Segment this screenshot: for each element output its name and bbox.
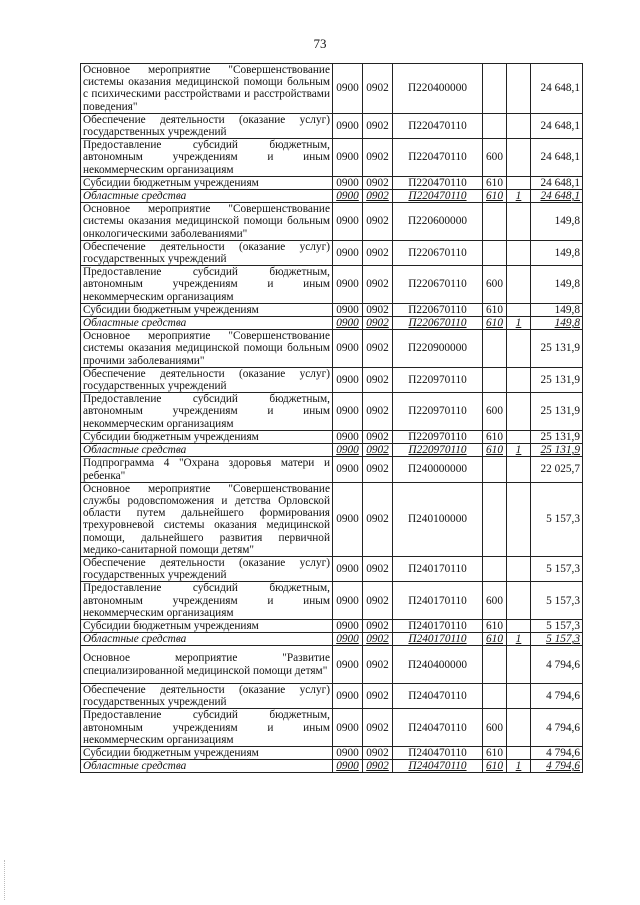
table-row <box>81 367 583 392</box>
row-name: Областные средства <box>81 190 333 203</box>
row-name: Субсидии бюджетным учреждениям <box>81 746 333 759</box>
table-row <box>81 556 583 581</box>
row-target-article: П220470110 <box>393 113 483 138</box>
row-amount: 25 131,9 <box>531 367 583 392</box>
row-target-article: П240170110 <box>393 619 483 632</box>
row-funding-source <box>507 266 531 304</box>
row-name: Предоставление субсидий бюджетным, автономным учреждениям и иным некоммерческим организациям <box>81 582 333 620</box>
row-section-code: 0900 <box>333 709 363 747</box>
row-name: Основное мероприятие "Совершенствование системы оказания медицинской помощи больным прочими заболеваниями" <box>81 330 333 368</box>
row-target-article: П220470110 <box>393 176 483 189</box>
row-expense-type: 610 <box>483 619 507 632</box>
row-amount: 25 131,9 <box>531 393 583 431</box>
row-name: Основное мероприятие "Совершенствование службы родовспоможения и детства Орловской области путем дальнейшего формирования трехуровневой системы оказания медицинской помощи, дальнейшего развития первичной медико-санитарной помощи детям" <box>81 482 333 556</box>
row-expense-type: 600 <box>483 709 507 747</box>
row-name: Областные средства <box>81 444 333 457</box>
table-body <box>81 64 583 773</box>
row-subsection-code: 0902 <box>363 646 393 684</box>
row-expense-type <box>483 367 507 392</box>
row-funding-source <box>507 619 531 632</box>
row-target-article: П220670110 <box>393 317 483 330</box>
row-section-code: 0900 <box>333 203 363 241</box>
row-section-code: 0900 <box>333 330 363 368</box>
row-target-article: П220670110 <box>393 266 483 304</box>
row-target-article: П220970110 <box>393 444 483 457</box>
row-funding-source <box>507 482 531 556</box>
row-subsection-code: 0902 <box>363 139 393 177</box>
row-target-article: П220470110 <box>393 190 483 203</box>
row-expense-type <box>483 330 507 368</box>
table-row <box>81 683 583 708</box>
row-funding-source <box>507 683 531 708</box>
row-amount: 149,8 <box>531 240 583 265</box>
row-expense-type: 610 <box>483 746 507 759</box>
row-target-article: П240470110 <box>393 760 483 773</box>
row-target-article: П220670110 <box>393 303 483 316</box>
row-subsection-code: 0902 <box>363 746 393 759</box>
row-funding-source: 1 <box>507 317 531 330</box>
row-section-code: 0900 <box>333 482 363 556</box>
row-name: Предоставление субсидий бюджетным, автономным учреждениям и иным некоммерческим организациям <box>81 709 333 747</box>
table-row <box>81 303 583 316</box>
table-row <box>81 330 583 368</box>
row-funding-source <box>507 240 531 265</box>
table-row <box>81 393 583 431</box>
row-amount: 25 131,9 <box>531 430 583 443</box>
row-funding-source <box>507 582 531 620</box>
row-name: Предоставление субсидий бюджетным, автономным учреждениям и иным некоммерческим организациям <box>81 139 333 177</box>
table-row <box>81 266 583 304</box>
row-amount: 5 157,3 <box>531 619 583 632</box>
row-section-code: 0900 <box>333 393 363 431</box>
row-section-code: 0900 <box>333 64 363 114</box>
row-name: Обеспечение деятельности (оказание услуг) государственных учреждений <box>81 240 333 265</box>
row-target-article: П220600000 <box>393 203 483 241</box>
row-funding-source <box>507 64 531 114</box>
row-section-code: 0900 <box>333 430 363 443</box>
row-funding-source: 1 <box>507 190 531 203</box>
row-section-code: 0900 <box>333 303 363 316</box>
row-amount: 5 157,3 <box>531 582 583 620</box>
row-section-code: 0900 <box>333 139 363 177</box>
table-row <box>81 317 583 330</box>
row-section-code: 0900 <box>333 646 363 684</box>
row-amount: 24 648,1 <box>531 64 583 114</box>
row-amount: 5 157,3 <box>531 633 583 646</box>
row-target-article: П220970110 <box>393 393 483 431</box>
row-name: Субсидии бюджетным учреждениям <box>81 303 333 316</box>
row-funding-source <box>507 330 531 368</box>
row-subsection-code: 0902 <box>363 303 393 316</box>
row-section-code: 0900 <box>333 367 363 392</box>
row-amount: 24 648,1 <box>531 176 583 189</box>
row-name: Обеспечение деятельности (оказание услуг) государственных учреждений <box>81 367 333 392</box>
row-amount: 149,8 <box>531 317 583 330</box>
row-section-code: 0900 <box>333 113 363 138</box>
row-funding-source <box>507 430 531 443</box>
row-amount: 4 794,6 <box>531 709 583 747</box>
row-target-article: П240100000 <box>393 482 483 556</box>
row-subsection-code: 0902 <box>363 709 393 747</box>
row-expense-type <box>483 203 507 241</box>
table-row <box>81 64 583 114</box>
row-expense-type: 610 <box>483 633 507 646</box>
row-section-code: 0900 <box>333 556 363 581</box>
row-subsection-code: 0902 <box>363 190 393 203</box>
row-subsection-code: 0902 <box>363 330 393 368</box>
row-expense-type: 610 <box>483 190 507 203</box>
row-expense-type: 610 <box>483 444 507 457</box>
row-amount: 24 648,1 <box>531 113 583 138</box>
row-amount: 4 794,6 <box>531 746 583 759</box>
row-name: Областные средства <box>81 633 333 646</box>
row-section-code: 0900 <box>333 176 363 189</box>
row-expense-type: 600 <box>483 393 507 431</box>
row-name: Субсидии бюджетным учреждениям <box>81 176 333 189</box>
row-name: Основное мероприятие "Совершенствование системы оказания медицинской помощи больным онкологическими заболеваниями" <box>81 203 333 241</box>
row-subsection-code: 0902 <box>363 266 393 304</box>
row-section-code: 0900 <box>333 457 363 482</box>
row-name: Предоставление субсидий бюджетным, автономным учреждениям и иным некоммерческим организациям <box>81 266 333 304</box>
row-target-article: П240470110 <box>393 709 483 747</box>
row-expense-type: 610 <box>483 317 507 330</box>
row-name: Предоставление субсидий бюджетным, автономным учреждениям и иным некоммерческим организациям <box>81 393 333 431</box>
row-subsection-code: 0902 <box>363 203 393 241</box>
table-row <box>81 139 583 177</box>
row-expense-type: 610 <box>483 430 507 443</box>
row-name: Областные средства <box>81 317 333 330</box>
row-subsection-code: 0902 <box>363 64 393 114</box>
row-expense-type <box>483 556 507 581</box>
table-row <box>81 582 583 620</box>
row-section-code: 0900 <box>333 633 363 646</box>
table-row <box>81 113 583 138</box>
row-amount: 149,8 <box>531 303 583 316</box>
row-name: Субсидии бюджетным учреждениям <box>81 430 333 443</box>
row-funding-source <box>507 709 531 747</box>
row-expense-type <box>483 64 507 114</box>
row-subsection-code: 0902 <box>363 176 393 189</box>
row-amount: 5 157,3 <box>531 556 583 581</box>
row-amount: 149,8 <box>531 266 583 304</box>
row-subsection-code: 0902 <box>363 113 393 138</box>
table-row <box>81 203 583 241</box>
row-funding-source <box>507 367 531 392</box>
table-row <box>81 430 583 443</box>
row-expense-type: 600 <box>483 582 507 620</box>
row-funding-source <box>507 203 531 241</box>
row-section-code: 0900 <box>333 760 363 773</box>
table-row <box>81 633 583 646</box>
row-name: Субсидии бюджетным учреждениям <box>81 619 333 632</box>
row-expense-type <box>483 113 507 138</box>
row-amount: 25 131,9 <box>531 330 583 368</box>
row-name: Обеспечение деятельности (оказание услуг) государственных учреждений <box>81 113 333 138</box>
row-amount: 5 157,3 <box>531 482 583 556</box>
page-number: 73 <box>313 36 327 51</box>
row-section-code: 0900 <box>333 240 363 265</box>
row-amount: 22 025,7 <box>531 457 583 482</box>
row-expense-type: 610 <box>483 176 507 189</box>
row-target-article: П220900000 <box>393 330 483 368</box>
row-amount: 4 794,6 <box>531 760 583 773</box>
row-funding-source <box>507 113 531 138</box>
row-name: Обеспечение деятельности (оказание услуг) государственных учреждений <box>81 556 333 581</box>
row-target-article: П240470110 <box>393 746 483 759</box>
row-subsection-code: 0902 <box>363 582 393 620</box>
margin-mark <box>4 860 9 900</box>
row-funding-source <box>507 746 531 759</box>
row-subsection-code: 0902 <box>363 556 393 581</box>
row-section-code: 0900 <box>333 683 363 708</box>
row-section-code: 0900 <box>333 266 363 304</box>
row-expense-type: 600 <box>483 266 507 304</box>
budget-table <box>80 63 583 773</box>
table-row <box>81 457 583 482</box>
row-amount: 149,8 <box>531 203 583 241</box>
row-expense-type <box>483 683 507 708</box>
row-name: Подпрограмма 4 "Охрана здоровья матери и ребенка" <box>81 457 333 482</box>
row-expense-type: 610 <box>483 760 507 773</box>
table-row <box>81 444 583 457</box>
row-subsection-code: 0902 <box>363 619 393 632</box>
row-amount: 24 648,1 <box>531 139 583 177</box>
table-row <box>81 709 583 747</box>
row-subsection-code: 0902 <box>363 482 393 556</box>
table-row <box>81 619 583 632</box>
row-name: Обеспечение деятельности (оказание услуг) государственных учреждений <box>81 683 333 708</box>
row-target-article: П220970110 <box>393 367 483 392</box>
row-amount: 24 648,1 <box>531 190 583 203</box>
row-section-code: 0900 <box>333 190 363 203</box>
row-funding-source <box>507 176 531 189</box>
row-target-article: П240400000 <box>393 646 483 684</box>
row-target-article: П220670110 <box>393 240 483 265</box>
row-subsection-code: 0902 <box>363 457 393 482</box>
row-target-article: П220470110 <box>393 139 483 177</box>
table-row <box>81 646 583 684</box>
table-row <box>81 190 583 203</box>
row-target-article: П220400000 <box>393 64 483 114</box>
row-funding-source <box>507 303 531 316</box>
row-subsection-code: 0902 <box>363 317 393 330</box>
row-target-article: П240170110 <box>393 582 483 620</box>
row-name: Областные средства <box>81 760 333 773</box>
row-funding-source <box>507 393 531 431</box>
table-row <box>81 176 583 189</box>
row-name: Основное мероприятие "Развитие специализированной медицинской помощи детям" <box>81 646 333 684</box>
table-row <box>81 240 583 265</box>
row-expense-type <box>483 457 507 482</box>
row-target-article: П240170110 <box>393 633 483 646</box>
row-funding-source: 1 <box>507 444 531 457</box>
row-funding-source <box>507 556 531 581</box>
row-target-article: П240170110 <box>393 556 483 581</box>
row-target-article: П240470110 <box>393 683 483 708</box>
row-funding-source <box>507 646 531 684</box>
table-row <box>81 482 583 556</box>
row-expense-type <box>483 646 507 684</box>
row-funding-source: 1 <box>507 760 531 773</box>
row-subsection-code: 0902 <box>363 367 393 392</box>
row-target-article: П240000000 <box>393 457 483 482</box>
row-name: Основное мероприятие "Совершенствование системы оказания медицинской помощи больным с психическими расстройствами и расстройствами поведения" <box>81 64 333 114</box>
row-subsection-code: 0902 <box>363 633 393 646</box>
row-subsection-code: 0902 <box>363 683 393 708</box>
row-amount: 4 794,6 <box>531 683 583 708</box>
row-amount: 4 794,6 <box>531 646 583 684</box>
row-subsection-code: 0902 <box>363 393 393 431</box>
row-target-article: П220970110 <box>393 430 483 443</box>
row-amount: 25 131,9 <box>531 444 583 457</box>
row-funding-source <box>507 139 531 177</box>
row-expense-type: 600 <box>483 139 507 177</box>
row-section-code: 0900 <box>333 444 363 457</box>
row-section-code: 0900 <box>333 746 363 759</box>
table-row <box>81 746 583 759</box>
row-subsection-code: 0902 <box>363 240 393 265</box>
row-funding-source: 1 <box>507 633 531 646</box>
row-expense-type: 610 <box>483 303 507 316</box>
row-expense-type <box>483 482 507 556</box>
table-row <box>81 760 583 773</box>
row-subsection-code: 0902 <box>363 760 393 773</box>
row-funding-source <box>507 457 531 482</box>
row-subsection-code: 0902 <box>363 444 393 457</box>
row-section-code: 0900 <box>333 582 363 620</box>
row-subsection-code: 0902 <box>363 430 393 443</box>
row-section-code: 0900 <box>333 619 363 632</box>
row-section-code: 0900 <box>333 317 363 330</box>
row-expense-type <box>483 240 507 265</box>
